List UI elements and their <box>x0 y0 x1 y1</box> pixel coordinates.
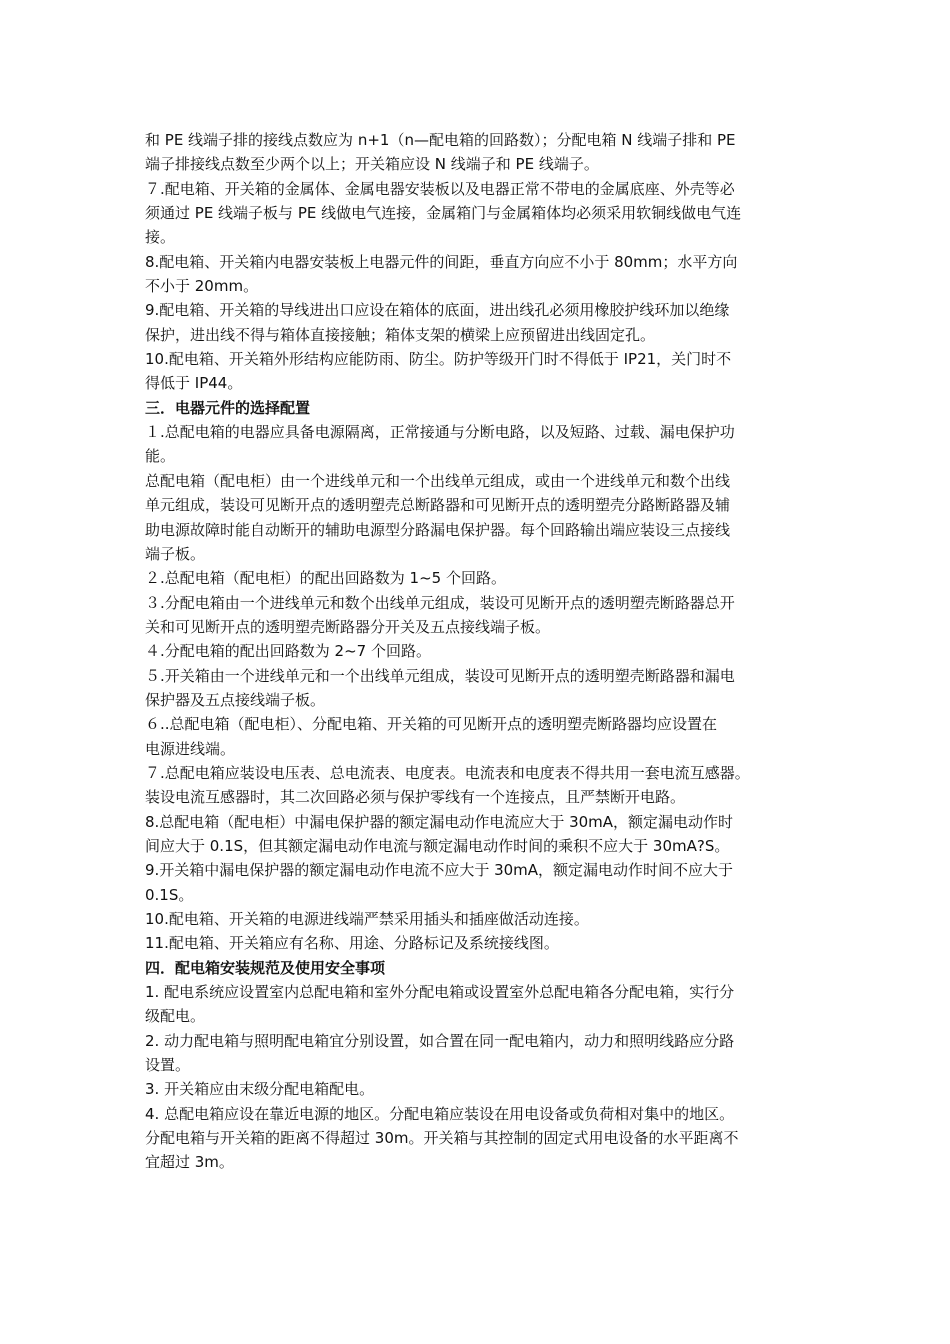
text-line: 宜超过 3m。 <box>145 1153 234 1172</box>
text-line: ６..总配电箱（配电柜）、分配电箱、开关箱的可见断开点的透明塑壳断路器均应设置在 <box>145 715 718 734</box>
text-line: 9.配电箱、开关箱的导线进出口应设在箱体的底面，进出线孔必须用橡胶护线环加以绝缘 <box>145 301 730 320</box>
text-line: 4. 总配电箱应设在靠近电源的地区。分配电箱应装设在用电设备或负荷相对集中的地区。 <box>145 1104 735 1123</box>
text-line: 1. 配电系统应设置室内总配电箱和室外分配电箱或设置室外总配电箱各分配电箱，实行分 <box>145 983 735 1002</box>
text-line: ７.总配电箱应装设电压表、总电流表、电度表。电流表和电度表不得共用一套电流互感器。 <box>145 763 750 782</box>
text-line: 分配电箱与开关箱的距离不得超过 30m。开关箱与其控制的固定式用电设备的水平距离不 <box>145 1129 739 1148</box>
section-heading: 三．电器元件的选择配置 <box>145 398 311 417</box>
text-line: 8.总配电箱（配电柜）中漏电保护器的额定漏电动作电流应大于 30mA，额定漏电动作时 <box>145 812 734 831</box>
text-line: 10.配电箱、开关箱外形结构应能防雨、防尘。防护等级开门时不得低于 IP21，关门时不 <box>145 350 732 369</box>
text-line: 装设电流互感器时，其二次回路必须与保护零线有一个连接点，且严禁断开电路。 <box>145 788 686 807</box>
text-line: ７.配电箱、开关箱的金属体、金属电器安装板以及电器正常不带电的金属底座、外壳等必 <box>145 179 735 198</box>
text-line: 设置。 <box>145 1056 191 1075</box>
text-line: 端子板。 <box>145 544 206 563</box>
text-line: 8.配电箱、开关箱内电器安装板上电器元件的间距，垂直方向应不小于 80mm；水平方向 <box>145 252 738 271</box>
text-line: 间应大于 0.1S，但其额定漏电动作电流与额定漏电动作时间的乘积不应大于 30mA?S。 <box>145 836 730 855</box>
text-line: 能。 <box>145 447 176 466</box>
text-line: 电源进线端。 <box>145 739 236 758</box>
text-line: １.总配电箱的电器应具备电源隔离，正常接通与分断电路，以及短路、过载、漏电保护功 <box>145 423 735 442</box>
text-line: ２.总配电箱（配电柜）的配出回路数为 1~5 个回路。 <box>145 569 506 588</box>
text-line: ３.分配电箱由一个进线单元和数个出线单元组成，装设可见断开点的透明塑壳断路器总开 <box>145 593 735 612</box>
text-line: ５.开关箱由一个进线单元和一个出线单元组成，装设可见断开点的透明塑壳断路器和漏电 <box>145 666 735 685</box>
text-line: 端子排接线点数至少两个以上；开关箱应设 N 线端子和 PE 线端子。 <box>145 155 599 174</box>
text-line: 9.开关箱中漏电保护器的额定漏电动作电流不应大于 30mA，额定漏电动作时间不应大于 <box>145 861 734 880</box>
text-line: 11.配电箱、开关箱应有名称、用途、分路标记及系统接线图。 <box>145 934 559 953</box>
text-line: 助电源故障时能自动断开的辅助电源型分路漏电保护器。每个回路输出端应装设三点接线 <box>145 520 731 539</box>
section-heading: 四．配电箱安装规范及使用安全事项 <box>145 958 386 977</box>
text-line: 须通过 PE 线端子板与 PE 线做电气连接，金属箱门与金属箱体均必须采用软铜线做电气连 <box>145 204 742 223</box>
text-line: 10.配电箱、开关箱的电源进线端严禁采用插头和插座做活动连接。 <box>145 910 589 928</box>
text-line: 和 PE 线端子排的接线点数应为 n+1（n—配电箱的回路数）；分配电箱 N 线端子排和 PE <box>145 131 736 149</box>
text-line: 关和可见断开点的透明塑壳断路器分开关及五点接线端子板。 <box>145 617 551 636</box>
text-line: 2. 动力配电箱与照明配电箱宜分别设置，如合置在同一配电箱内，动力和照明线路应分路 <box>145 1031 735 1050</box>
text-line: 3. 开关箱应由末级分配电箱配电。 <box>145 1080 375 1099</box>
text-line: 接。 <box>145 228 176 247</box>
text-line: 单元组成，装设可见断开点的透明塑壳总断路器和可见断开点的透明塑壳分路断路器及辅 <box>145 496 731 515</box>
text-line: 不小于 20mm。 <box>145 277 259 296</box>
text-line: 总配电箱（配电柜）由一个进线单元和一个出线单元组成，或由一个进线单元和数个出线 <box>145 471 731 490</box>
text-line: 得低于 IP44。 <box>145 374 243 393</box>
text-line: 保护，进出线不得与箱体直接接触；箱体支架的横梁上应预留进出线固定孔。 <box>145 325 656 344</box>
text-line: 0.1S。 <box>145 885 194 904</box>
text-line: 级配电。 <box>145 1007 206 1026</box>
text-line: 保护器及五点接线端子板。 <box>145 690 326 709</box>
document-page <box>145 128 825 1175</box>
text-line: ４.分配电箱的配出回路数为 2~7 个回路。 <box>145 642 431 661</box>
